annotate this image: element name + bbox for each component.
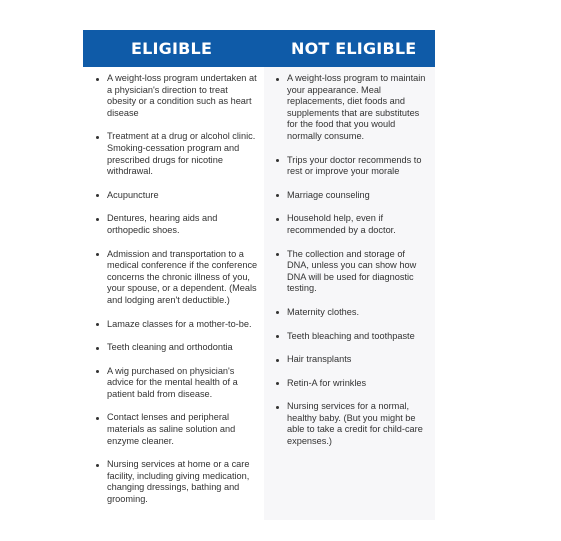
list-item: Household help, even if recommended by a doctor. [273, 213, 428, 236]
eligible-list [93, 73, 258, 518]
not-eligible-list [273, 73, 428, 460]
list-item: Contact lenses and peripheral materials as saline solution and enzyme cleaner. [93, 412, 258, 447]
list-item: Dentures, hearing aids and orthopedic shoes. [93, 213, 258, 236]
list-item: A wig purchased on physician's advice for the mental health of a patient bald from disease. [93, 366, 258, 401]
list-item: A weight-loss program to maintain your appearance. Meal replacements, diet foods and supplements that are substitutes for the food that you would normally consume. [273, 73, 428, 143]
list-item: Retin-A for wrinkles [273, 378, 428, 390]
not-eligible-heading: NOT ELIGIBLE [291, 39, 417, 58]
list-item: The collection and storage of DNA, unless you can show how DNA will be used for diagnostic testing. [273, 249, 428, 295]
list-item: Marriage counseling [273, 190, 428, 202]
eligibility-table [83, 30, 435, 520]
eligible-heading: ELIGIBLE [131, 39, 213, 58]
list-item: Teeth cleaning and orthodontia [93, 342, 258, 354]
list-item: Admission and transportation to a medical conference if the conference concerns the chronic illness of you, your spouse, or a dependent. (Meals and lodging aren't deductible.) [93, 249, 258, 307]
list-item: Hair transplants [273, 354, 428, 366]
list-item: Nursing services at home or a care facility, including giving medication, changing dressings, bathing and grooming. [93, 459, 258, 505]
list-item: Treatment at a drug or alcohol clinic. Smoking-cessation program and prescribed drugs for nicotine withdrawal. [93, 131, 258, 177]
list-item: Lamaze classes for a mother-to-be. [93, 319, 258, 331]
list-item: Teeth bleaching and toothpaste [273, 331, 428, 343]
list-item: Trips your doctor recommends to rest or improve your morale [273, 155, 428, 178]
list-item: Maternity clothes. [273, 307, 428, 319]
list-item: Nursing services for a normal, healthy baby. (But you might be able to take a credit for child-care expenses.) [273, 401, 428, 447]
table-header [83, 30, 435, 67]
list-item: Acupuncture [93, 190, 258, 202]
list-item: A weight-loss program undertaken at a physician's direction to treat obesity or a condition such as heart disease [93, 73, 258, 119]
